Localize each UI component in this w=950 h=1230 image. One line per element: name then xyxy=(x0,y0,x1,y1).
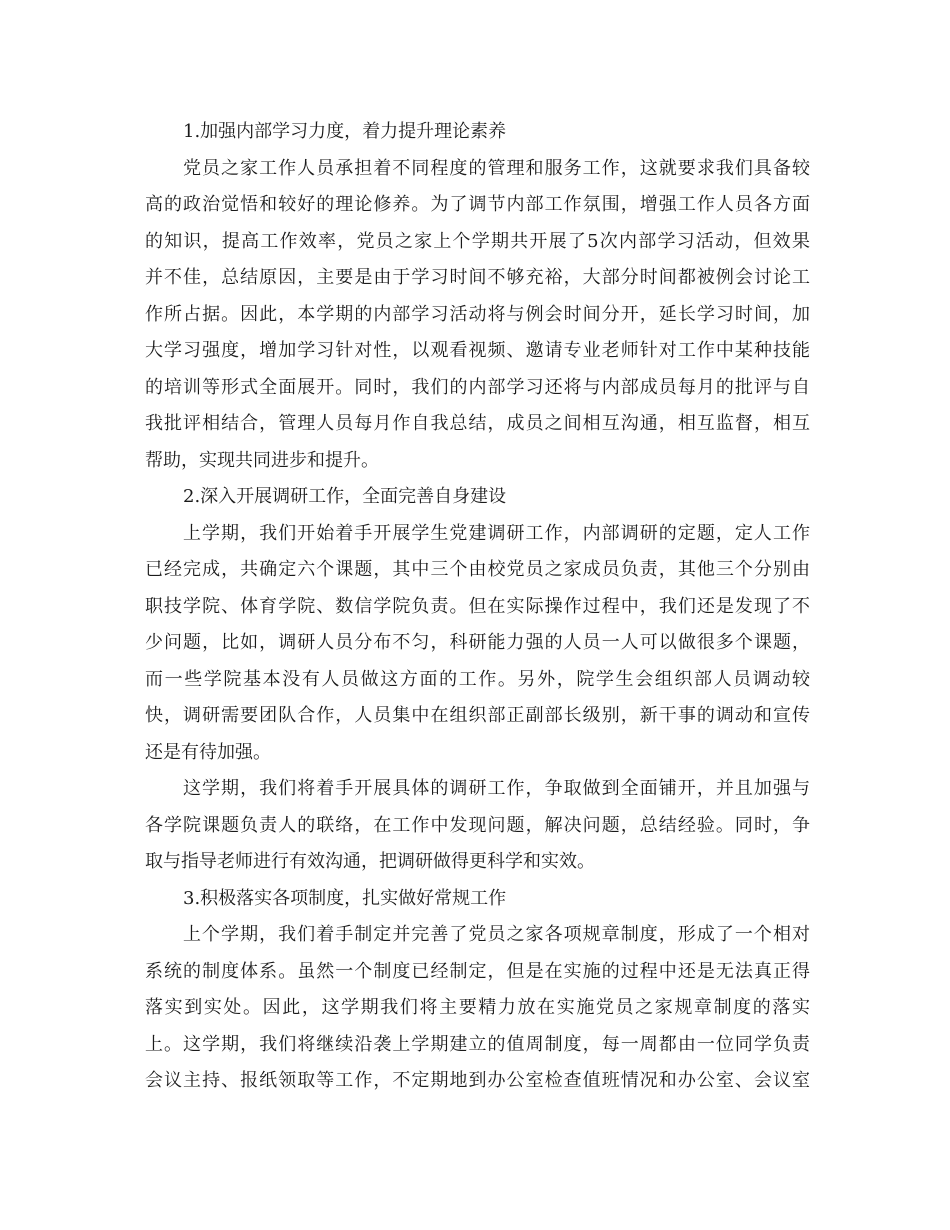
document-line: 已经完成，共确定六个课题，其中三个由校党员之家成员负责，其他三个分别由 xyxy=(145,559,810,580)
document-line: 会议主持、报纸领取等工作，不定期地到办公室检查值班情况和办公室、会议室 xyxy=(145,1070,810,1091)
document-line: 帮助，实现共同进步和提升。 xyxy=(145,449,379,471)
document-line: 职技学院、体育学院、数信学院负责。但在实际操作过程中，我们还是发现了不 xyxy=(145,595,810,617)
document-line: 的知识，提高工作效率，党员之家上个学期共开展了5次内部学习活动，但效果 xyxy=(145,230,810,252)
document-line: 上个学期，我们着手制定并完善了党员之家各项规章制度，形成了一个相对 xyxy=(183,924,810,945)
document-line: 取与指导老师进行有效沟通，把调研做得更科学和实效。 xyxy=(145,851,595,872)
document-line: 2.深入开展调研工作，全面完善自身建设 xyxy=(183,486,507,507)
document-line: 3.积极落实各项制度，扎实做好常规工作 xyxy=(183,887,507,909)
document-body xyxy=(145,114,810,1100)
document-line: 党员之家工作人员承担着不同程度的管理和服务工作，这就要求我们具备较 xyxy=(183,157,810,179)
document-line: 高的政治觉悟和较好的理论修养。为了调节内部工作氛围，增强工作人员各方面 xyxy=(145,194,810,215)
document-line: 上学期，我们开始着手开展学生党建调研工作，内部调研的定题，定人工作 xyxy=(183,522,810,544)
document-line: 系统的制度体系。虽然一个制度已经制定，但是在实施的过程中还是无法真正得 xyxy=(145,960,810,982)
document-line: 各学院课题负责人的联络，在工作中发现问题，解决问题，总结经验。同时，争 xyxy=(145,814,810,836)
document-line: 这学期，我们将着手开展具体的调研工作，争取做到全面铺开，并且加强与 xyxy=(183,778,810,799)
document-line: 的培训等形式全面展开。同时，我们的内部学习还将与内部成员每月的批评与自 xyxy=(145,376,810,398)
document-line: 快，调研需要团队合作，人员集中在组织部正副部长级别，新干事的调动和宣传 xyxy=(145,705,810,726)
document-line: 1.加强内部学习力度，着力提升理论素养 xyxy=(183,121,507,142)
document-line: 大学习强度，增加学习针对性，以观看视频、邀请专业老师针对工作中某种技能 xyxy=(145,340,810,361)
document-line: 落实到实处。因此，这学期我们将主要精力放在实施党员之家规章制度的落实 xyxy=(145,997,810,1018)
document-line: 我批评相结合，管理人员每月作自我总结，成员之间相互沟通，相互监督，相互 xyxy=(145,413,810,434)
document-line: 而一些学院基本没有人员做这方面的工作。另外，院学生会组织部人员调动较 xyxy=(145,668,810,690)
document-line: 作所占据。因此，本学期的内部学习活动将与例会时间分开，延长学习时间，加 xyxy=(145,303,810,325)
document-line: 还是有待加强。 xyxy=(145,741,271,763)
document-line: 并不佳，总结原因，主要是由于学习时间不够充裕，大部分时间都被例会讨论工 xyxy=(145,267,810,288)
document-line: 少问题，比如，调研人员分布不匀，科研能力强的人员一人可以做很多个课题， xyxy=(145,632,810,653)
document-line: 上。这学期，我们将继续沿袭上学期建立的值周制度，每一周都由一位同学负责 xyxy=(145,1033,810,1055)
